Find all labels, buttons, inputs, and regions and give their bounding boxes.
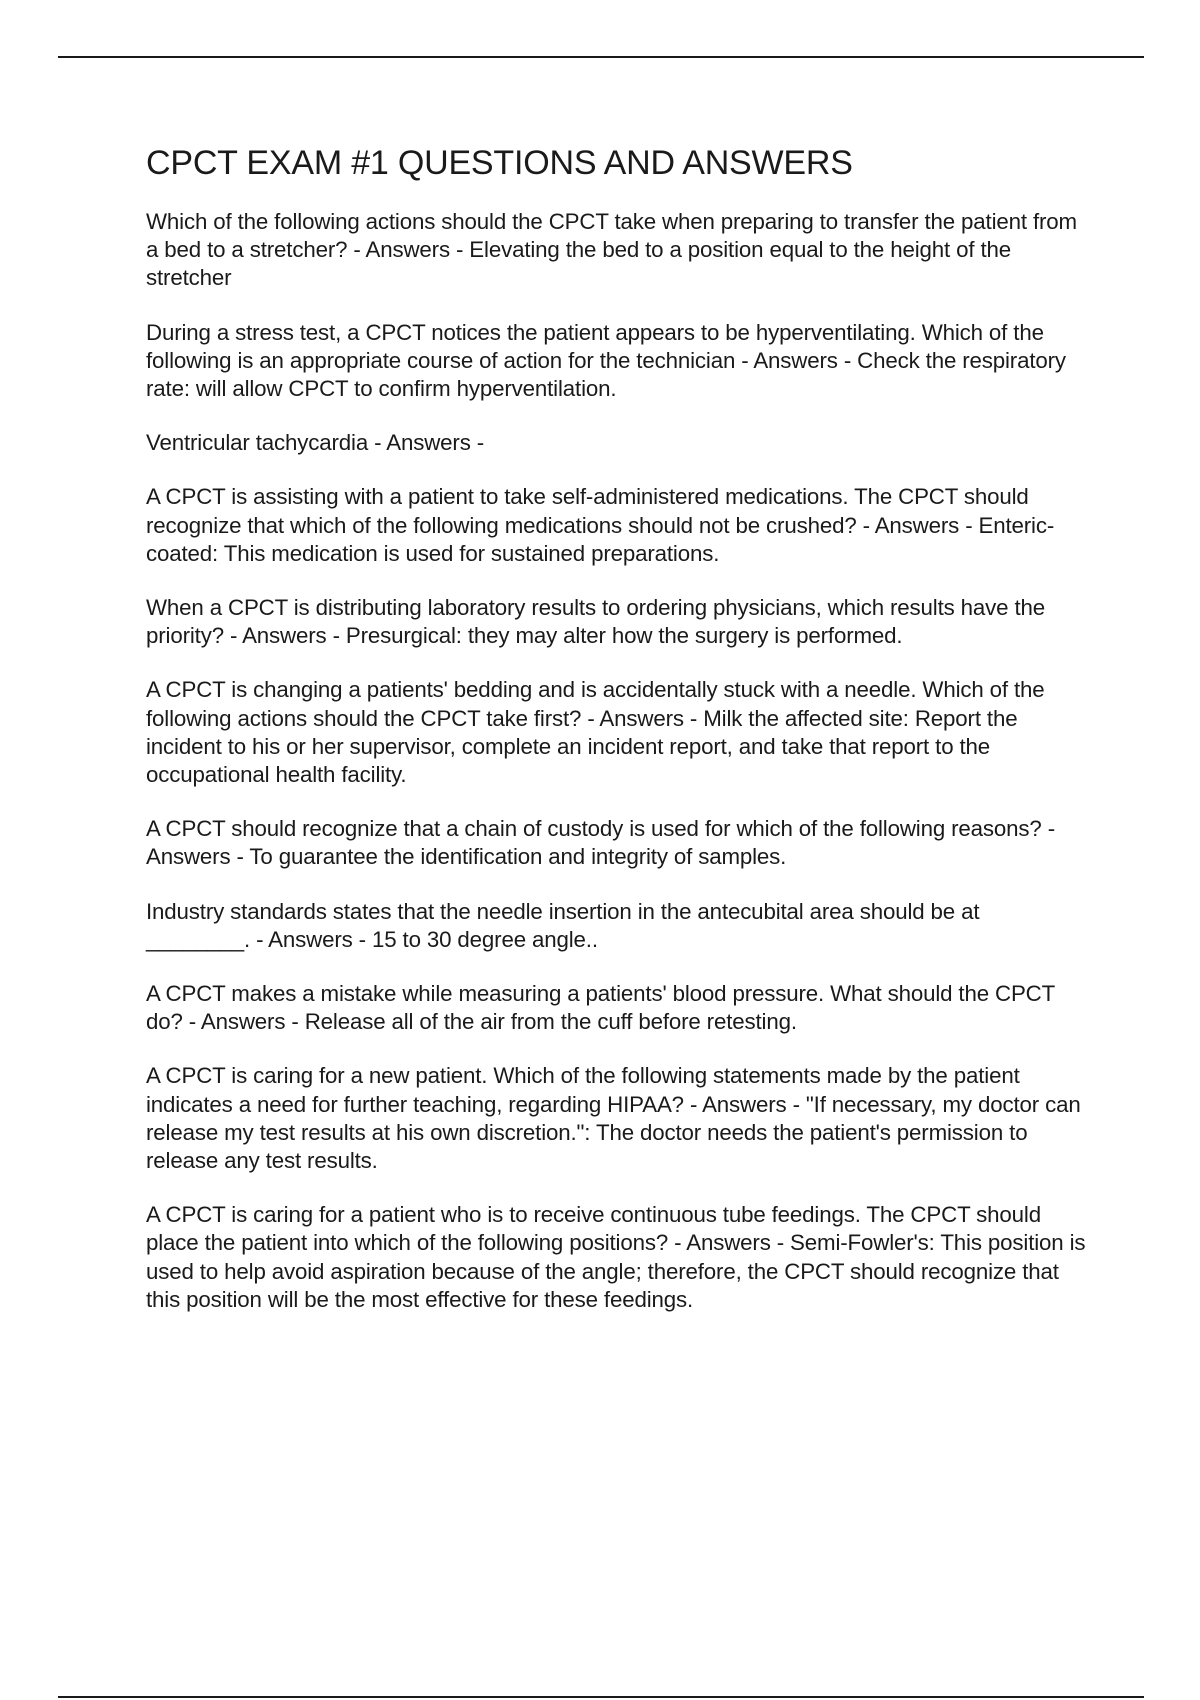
- qa-entry: A CPCT should recognize that a chain of custody is used for which of the following reasons? - Answers - To guarantee the identification and integrity of samples.: [146, 816, 1055, 870]
- document-body: [146, 142, 1086, 1340]
- document-title: CPCT EXAM #1 QUESTIONS AND ANSWERS: [146, 144, 853, 182]
- qa-entry: Which of the following actions should the CPCT take when preparing to transfer the patient from a bed to a stretcher? - Answers - Elevating the bed to a position equal to the height of the stretcher: [146, 209, 1077, 291]
- qa-entry: A CPCT is changing a patients' bedding and is accidentally stuck with a needle. Which of the following actions should the CPCT take first? - Answers - Milk the affected site: Report the incident to his or her supervisor, complete an incident report, and take that report to the occupational health facility.: [146, 677, 1045, 788]
- qa-entry: Industry standards states that the needle insertion in the antecubital area should be at ________. - Answers - 15 to 30 degree angle..: [146, 898, 980, 952]
- qa-entry: A CPCT is caring for a new patient. Which of the following statements made by the patient indicates a need for further teaching, regarding HIPAA? - Answers - "If necessary, my doctor can release my test results at his own discretion.": The doctor needs the patient's permission to release any test results.: [146, 1063, 1081, 1174]
- qa-entry: A CPCT makes a mistake while measuring a patients' blood pressure. What should the CPCT do? - Answers - Release all of the air from the cuff before retesting.: [146, 981, 1055, 1035]
- qa-entry: Ventricular tachycardia - Answers -: [146, 430, 485, 456]
- top-divider: [58, 56, 1144, 58]
- qa-entry: A CPCT is assisting with a patient to take self-administered medications. The CPCT should recognize that which of the following medications should not be crushed? - Answers - Enteric-coated: This medication is used for sustained preparations.: [146, 484, 1055, 566]
- bottom-divider: [58, 1696, 1144, 1698]
- qa-entry: A CPCT is caring for a patient who is to receive continuous tube feedings. The CPCT should place the patient into which of the following positions? - Answers - Semi-Fowler's: This position is used to help avoid aspiration because of the angle; therefore, the CPCT should recognize that this position will be the most effective for these feedings.: [146, 1202, 1086, 1312]
- qa-entry: When a CPCT is distributing laboratory results to ordering physicians, which results have the priority? - Answers - Presurgical: they may alter how the surgery is performed.: [146, 595, 1045, 649]
- qa-entry: During a stress test, a CPCT notices the patient appears to be hyperventilating. Which of the following is an appropriate course of action for the technician - Answers - Check the respiratory rate: will allow CPCT to confirm hyperventilation.: [146, 319, 1066, 402]
